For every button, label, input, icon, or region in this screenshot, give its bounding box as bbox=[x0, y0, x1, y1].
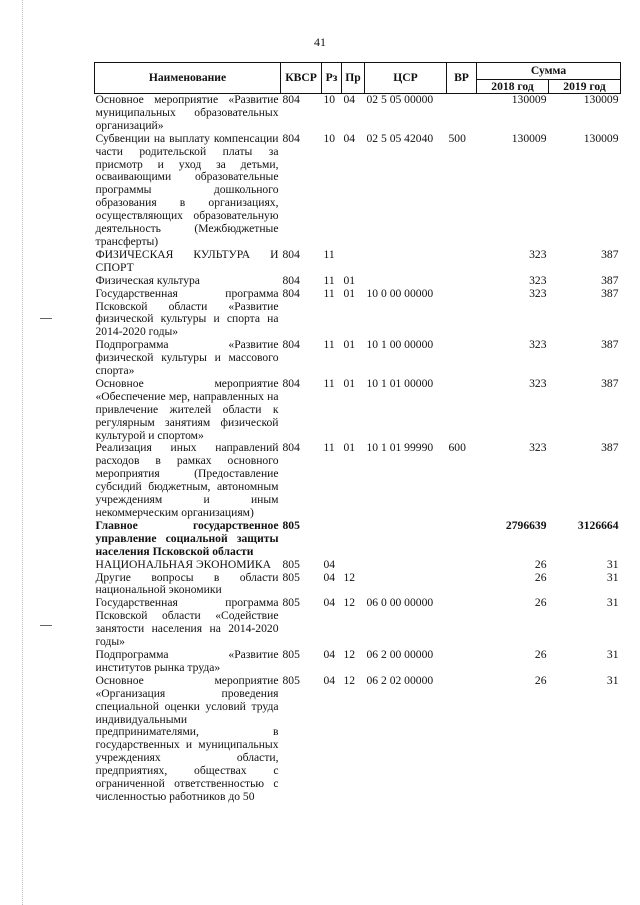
table-row bbox=[95, 442, 621, 519]
row-kvsr: 805 bbox=[282, 518, 300, 532]
row-csr: 10 1 01 00000 bbox=[366, 376, 434, 390]
row-rz: 04 bbox=[323, 557, 336, 571]
row-amount-2018: 130009 bbox=[511, 131, 547, 145]
table-row bbox=[95, 94, 621, 133]
row-amount-2019: 31 bbox=[606, 570, 619, 584]
row-amount-2018: 2796639 bbox=[505, 518, 547, 532]
table-row bbox=[95, 572, 621, 598]
row-pr bbox=[342, 559, 365, 572]
row-amount-2019: 3126664 bbox=[577, 518, 619, 532]
row-amount-2018: 26 bbox=[534, 673, 547, 687]
row-amount-2018: 26 bbox=[534, 557, 547, 571]
table-body bbox=[95, 94, 621, 804]
row-rz: 11 bbox=[323, 286, 335, 300]
header-csr: ЦСР bbox=[365, 63, 447, 94]
row-pr: 04 bbox=[343, 131, 356, 145]
row-csr: 10 1 00 00000 bbox=[366, 338, 434, 352]
row-amount-2018: 26 bbox=[534, 596, 547, 610]
row-kvsr: 805 bbox=[282, 557, 300, 571]
row-pr: 12 bbox=[343, 570, 356, 584]
row-kvsr: 804 bbox=[282, 273, 300, 287]
table-row bbox=[95, 675, 621, 804]
row-vr bbox=[447, 288, 477, 340]
row-amount-2019: 387 bbox=[601, 286, 619, 300]
row-name: Другие вопросы в области национальной экономики bbox=[95, 570, 279, 597]
row-name: Субвенции на выплату компенсации части родительской платы за присмотр и уход за детьми, осваивающими образовательные программы дошкольного образования в организациях, осуществляющих образовательную деятельность (Межбюджетные трансферты) bbox=[95, 131, 279, 248]
table-row bbox=[95, 288, 621, 340]
row-csr: 10 0 00 00000 bbox=[366, 286, 434, 300]
row-kvsr: 804 bbox=[282, 131, 300, 145]
table-row bbox=[95, 559, 621, 572]
row-amount-2018: 323 bbox=[529, 338, 547, 352]
scan-edge-mark bbox=[40, 318, 52, 319]
row-amount-2019: 387 bbox=[601, 247, 619, 261]
row-kvsr: 804 bbox=[282, 338, 300, 352]
row-csr: 02 5 05 00000 bbox=[366, 93, 434, 106]
row-rz: 10 bbox=[323, 93, 336, 106]
row-pr: 01 bbox=[343, 376, 356, 390]
row-amount-2018: 26 bbox=[534, 647, 547, 661]
row-amount-2019: 130009 bbox=[583, 93, 619, 106]
row-vr bbox=[447, 559, 477, 572]
row-kvsr: 804 bbox=[282, 286, 300, 300]
row-rz: 04 bbox=[323, 647, 336, 661]
row-name: Физическая культура bbox=[95, 273, 200, 287]
row-kvsr: 804 bbox=[282, 93, 300, 106]
page-number: 41 bbox=[314, 35, 326, 49]
row-pr: 04 bbox=[343, 93, 356, 106]
row-name: Подпрограмма «Развитие физической культуры и массового спорта» bbox=[95, 338, 279, 378]
header-vr: ВР bbox=[447, 63, 477, 94]
row-amount-2018: 130009 bbox=[511, 93, 547, 106]
row-csr: 10 1 01 99990 bbox=[366, 441, 434, 455]
row-amount-2019: 31 bbox=[606, 557, 619, 571]
row-name: Основное мероприятие «Обеспечение мер, направленных на привлечение жителей области к регулярным занятиям физической культурой и спортом» bbox=[95, 376, 279, 442]
row-kvsr: 805 bbox=[282, 570, 300, 584]
row-amount-2019: 387 bbox=[601, 376, 619, 390]
row-vr bbox=[447, 249, 477, 275]
header-name: Наименование bbox=[95, 63, 281, 94]
header-sum: Сумма bbox=[477, 63, 621, 80]
row-kvsr: 805 bbox=[282, 647, 300, 661]
row-pr: 01 bbox=[343, 286, 356, 300]
row-vr bbox=[447, 94, 477, 133]
row-vr: 600 bbox=[448, 441, 466, 455]
table-row bbox=[95, 275, 621, 288]
row-vr bbox=[447, 649, 477, 675]
row-csr bbox=[365, 572, 447, 598]
row-name: Подпрограмма «Развитие институтов рынка труда» bbox=[95, 647, 279, 674]
row-amount-2019: 130009 bbox=[583, 131, 619, 145]
row-amount-2018: 323 bbox=[529, 441, 547, 455]
row-csr: 02 5 05 42040 bbox=[366, 131, 434, 145]
row-amount-2018: 323 bbox=[529, 286, 547, 300]
table-row bbox=[95, 597, 621, 649]
table-row bbox=[95, 339, 621, 378]
row-name: Основное мероприятие «Организация проведения специальной оценки условий труда индивидуальными предпринимателями, в государственных и муниципальных учреждениях области, предприятиях, обществах с ограниченной ответственностью с численностью работников до 50 bbox=[95, 673, 279, 803]
budget-table bbox=[94, 62, 621, 804]
row-rz: 11 bbox=[323, 338, 335, 352]
row-rz: 11 bbox=[323, 273, 335, 287]
row-csr bbox=[365, 559, 447, 572]
row-rz: 11 bbox=[323, 441, 335, 455]
row-name: ФИЗИЧЕСКАЯ КУЛЬТУРА И СПОРТ bbox=[95, 247, 279, 274]
row-kvsr: 804 bbox=[282, 441, 300, 455]
row-pr: 12 bbox=[343, 647, 356, 661]
row-rz: 04 bbox=[323, 673, 336, 687]
row-csr bbox=[365, 275, 447, 288]
row-rz: 11 bbox=[323, 376, 335, 390]
row-rz: 10 bbox=[323, 131, 336, 145]
row-pr bbox=[342, 520, 365, 559]
header-year-2018: 2018 год bbox=[477, 80, 549, 94]
header-pr: Пр bbox=[342, 63, 365, 94]
table-row bbox=[95, 649, 621, 675]
row-pr: 12 bbox=[343, 673, 356, 687]
row-amount-2019: 387 bbox=[601, 338, 619, 352]
row-amount-2019: 387 bbox=[601, 441, 619, 455]
row-amount-2018: 26 bbox=[534, 570, 547, 584]
row-name: Государственная программа Псковской области «Содействие занятости населения на 2014-2020 годы» bbox=[95, 596, 279, 649]
row-rz: 04 bbox=[323, 570, 336, 584]
row-amount-2018: 323 bbox=[529, 247, 547, 261]
row-vr bbox=[447, 675, 477, 804]
row-pr: 12 bbox=[343, 596, 356, 610]
row-amount-2018: 323 bbox=[529, 376, 547, 390]
row-vr bbox=[447, 597, 477, 649]
row-csr: 06 2 00 00000 bbox=[366, 647, 434, 661]
row-pr bbox=[342, 249, 365, 275]
scan-edge-mark bbox=[40, 625, 52, 626]
row-pr: 01 bbox=[343, 338, 356, 352]
table-row bbox=[95, 133, 621, 249]
row-csr: 06 2 02 00000 bbox=[366, 673, 434, 687]
row-rz: 04 bbox=[323, 596, 336, 610]
row-name: Главное государственное управление социальной защиты населения Псковской области bbox=[95, 518, 279, 558]
header-year-2019: 2019 год bbox=[549, 80, 621, 94]
table-row bbox=[95, 378, 621, 443]
row-vr: 500 bbox=[448, 131, 466, 145]
row-vr bbox=[447, 378, 477, 443]
row-csr bbox=[365, 520, 447, 559]
row-pr: 01 bbox=[343, 441, 356, 455]
row-name: Государственная программа Псковской области «Развитие физической культуры и спорта на 2014-2020 годы» bbox=[95, 286, 279, 339]
row-amount-2019: 31 bbox=[606, 596, 619, 610]
row-name: Реализация иных направлений расходов в рамках основного мероприятия (Предоставление субсидий бюджетным, автономным учреждениям и иным некоммерческим организациям) bbox=[95, 441, 279, 519]
row-csr bbox=[365, 249, 447, 275]
row-amount-2018: 323 bbox=[529, 273, 547, 287]
row-name: НАЦИОНАЛЬНАЯ ЭКОНОМИКА bbox=[95, 557, 272, 571]
header-rz: Рз bbox=[322, 63, 342, 94]
row-vr bbox=[447, 572, 477, 598]
header-kvsr: КВСР bbox=[281, 63, 322, 94]
row-kvsr: 805 bbox=[282, 596, 300, 610]
row-csr: 06 0 00 00000 bbox=[366, 596, 434, 610]
row-pr: 01 bbox=[343, 273, 356, 287]
row-kvsr: 804 bbox=[282, 247, 300, 261]
row-name: Основное мероприятие «Развитие муниципальных образовательных организаций» bbox=[95, 93, 279, 132]
row-amount-2019: 31 bbox=[606, 673, 619, 687]
row-amount-2019: 31 bbox=[606, 647, 619, 661]
row-vr bbox=[447, 339, 477, 378]
scan-edge-line bbox=[22, 0, 23, 905]
row-kvsr: 804 bbox=[282, 376, 300, 390]
row-rz bbox=[322, 520, 342, 559]
row-amount-2019: 387 bbox=[601, 273, 619, 287]
table-row bbox=[95, 249, 621, 275]
row-vr bbox=[447, 520, 477, 559]
row-vr bbox=[447, 275, 477, 288]
row-rz: 11 bbox=[323, 247, 335, 261]
table-row bbox=[95, 520, 621, 559]
row-kvsr: 805 bbox=[282, 673, 300, 687]
